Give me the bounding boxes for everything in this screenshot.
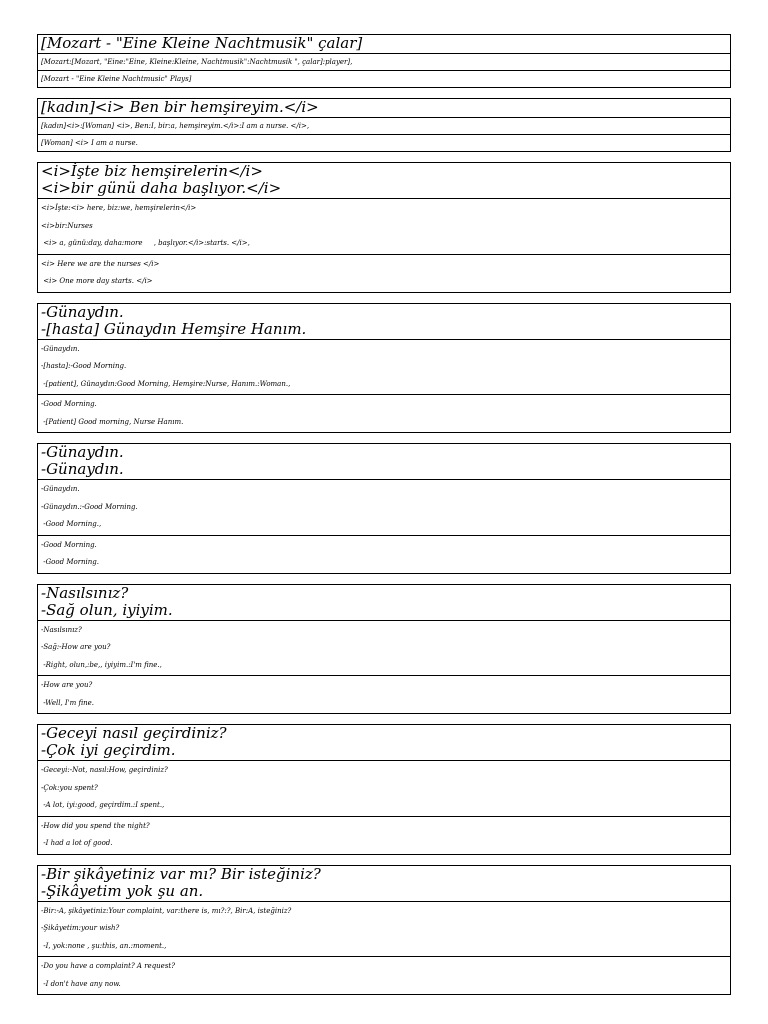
gloss-section bbox=[38, 339, 730, 395]
translation-line: -I don't have any now. bbox=[41, 979, 121, 988]
gloss-line: -Good Morning., bbox=[41, 520, 102, 528]
gloss-line: -Nasılsınız? bbox=[41, 625, 82, 634]
gloss-line: <i> a, günü:day, daha:more , başlıyor.</i>:starts. </i>, bbox=[41, 239, 250, 247]
heading-line: -Günaydın. bbox=[41, 443, 124, 461]
subtitle-block bbox=[37, 443, 731, 574]
heading-line: [kadın]<i> Ben bir hemşireyim.</i> bbox=[41, 98, 319, 116]
translation-line: <i> One more day starts. </i> bbox=[41, 277, 153, 285]
heading-line: -Günaydın. bbox=[41, 302, 124, 321]
translation-section bbox=[38, 70, 730, 87]
gloss-section bbox=[38, 901, 730, 957]
subtitle-block bbox=[37, 98, 731, 152]
translation-line: <i> Here we are the nurses </i> bbox=[41, 259, 160, 268]
translation-line: -How did you spend the night? bbox=[41, 821, 150, 830]
translation-line: -Good Morning. bbox=[41, 400, 97, 408]
gloss-line: -Günaydın. bbox=[41, 344, 80, 353]
gloss-line: -Geceyi:-Not, nasıl:How, geçirdiniz? bbox=[41, 766, 168, 774]
subtitle-heading bbox=[38, 585, 730, 620]
heading-line: -Geceyi nasıl geçirdiniz? bbox=[41, 724, 227, 742]
translation-line: -How are you? bbox=[41, 681, 93, 689]
gloss-line: [kadın]<i>:[Woman] <i>, Ben:I, bir:a, hemşireyim.</i>:I am a nurse. </i>, bbox=[41, 122, 310, 130]
translation-section bbox=[38, 535, 730, 573]
subtitle-block bbox=[37, 34, 731, 88]
translation-line: -Good Morning. bbox=[41, 540, 97, 549]
gloss-line: -Günaydın. bbox=[41, 485, 80, 493]
gloss-section bbox=[38, 760, 730, 816]
translation-section bbox=[38, 394, 730, 432]
heading-line: -Bir şikâyetiniz var mı? Bir isteğiniz? bbox=[41, 864, 321, 883]
heading-line: -Nasılsınız? bbox=[41, 583, 129, 602]
subtitle-heading bbox=[38, 866, 730, 901]
heading-line: -Sağ olun, iyiyim. bbox=[41, 600, 173, 619]
translation-section bbox=[38, 254, 730, 292]
gloss-line: -Çok:you spent? bbox=[41, 783, 98, 792]
gloss-line: <i>İşte:<i> here, biz:we, hemşirelerin</i> bbox=[41, 204, 197, 212]
gloss-line: <i>bir:Nurses bbox=[41, 221, 93, 230]
gloss-section bbox=[38, 620, 730, 676]
subtitle-block bbox=[37, 865, 731, 996]
subtitle-block bbox=[37, 724, 731, 855]
gloss-line: [Mozart:[Mozart, "Eine:"Eine, Kleine:Kleine, Nachtmusik":Nachtmusik ", çalar]:player], bbox=[41, 58, 353, 66]
heading-line: -Çok iyi geçirdim. bbox=[41, 741, 176, 759]
gloss-line: -A lot, iyi:good, geçirdim.:I spent., bbox=[41, 801, 165, 809]
translation-line: -Good Morning. bbox=[41, 558, 100, 566]
gloss-line: -Şikâyetim:your wish? bbox=[41, 924, 120, 932]
subtitle-heading bbox=[38, 725, 730, 760]
subtitle-block bbox=[37, 584, 731, 715]
translation-section bbox=[38, 816, 730, 854]
translation-section bbox=[38, 134, 730, 151]
heading-line: -Şikâyetim yok şu an. bbox=[41, 881, 204, 900]
gloss-line: -[hasta]:-Good Morning. bbox=[41, 362, 127, 370]
translation-line: -[Patient] Good morning, Nurse Hanım. bbox=[41, 417, 184, 426]
subtitle-heading bbox=[38, 444, 730, 479]
gloss-section bbox=[38, 479, 730, 535]
gloss-line: -I, yok:none , şu:this, an.:moment., bbox=[41, 941, 167, 950]
subtitle-heading bbox=[38, 304, 730, 339]
translation-line: -Do you have a complaint? A request? bbox=[41, 962, 175, 970]
translation-line: [Mozart - "Eine Kleine Nachtmusic" Plays] bbox=[41, 75, 192, 83]
translation-section bbox=[38, 956, 730, 994]
heading-line: <i>İşte biz hemşirelerin</i> bbox=[41, 162, 263, 180]
translation-section bbox=[38, 675, 730, 713]
gloss-section bbox=[38, 117, 730, 134]
gloss-line: -[patient], Günaydın:Good Morning, Hemşire:Nurse, Hanım.:Woman., bbox=[41, 379, 291, 388]
gloss-line: -Bir:-A, şikâyetiniz:Your complaint, var:there is, mı?:?, Bir:A, isteğiniz? bbox=[41, 906, 292, 915]
heading-line: -[hasta] Günaydın Hemşire Hanım. bbox=[41, 319, 307, 338]
subtitle-heading bbox=[38, 163, 730, 198]
subtitle-block bbox=[37, 303, 731, 434]
translation-line: -I had a lot of good. bbox=[41, 839, 113, 847]
gloss-line: -Right, olun,:be,, iyiyim.:I'm fine., bbox=[41, 660, 162, 669]
subtitle-heading bbox=[38, 99, 730, 117]
gloss-line: -Sağ:-How are you? bbox=[41, 643, 111, 651]
gloss-section bbox=[38, 53, 730, 70]
heading-line: <i>bir günü daha başlıyor.</i> bbox=[41, 179, 282, 197]
subtitle-heading bbox=[38, 35, 730, 53]
gloss-line: -Günaydın.:-Good Morning. bbox=[41, 502, 138, 511]
translation-line: [Woman] <i> I am a nurse. bbox=[41, 139, 138, 147]
document-page bbox=[37, 34, 731, 1005]
heading-line: [Mozart - "Eine Kleine Nachtmusik" çalar] bbox=[41, 34, 363, 52]
subtitle-block bbox=[37, 162, 731, 293]
heading-line: -Günaydın. bbox=[41, 460, 124, 478]
gloss-section bbox=[38, 198, 730, 254]
translation-line: -Well, I'm fine. bbox=[41, 698, 94, 707]
